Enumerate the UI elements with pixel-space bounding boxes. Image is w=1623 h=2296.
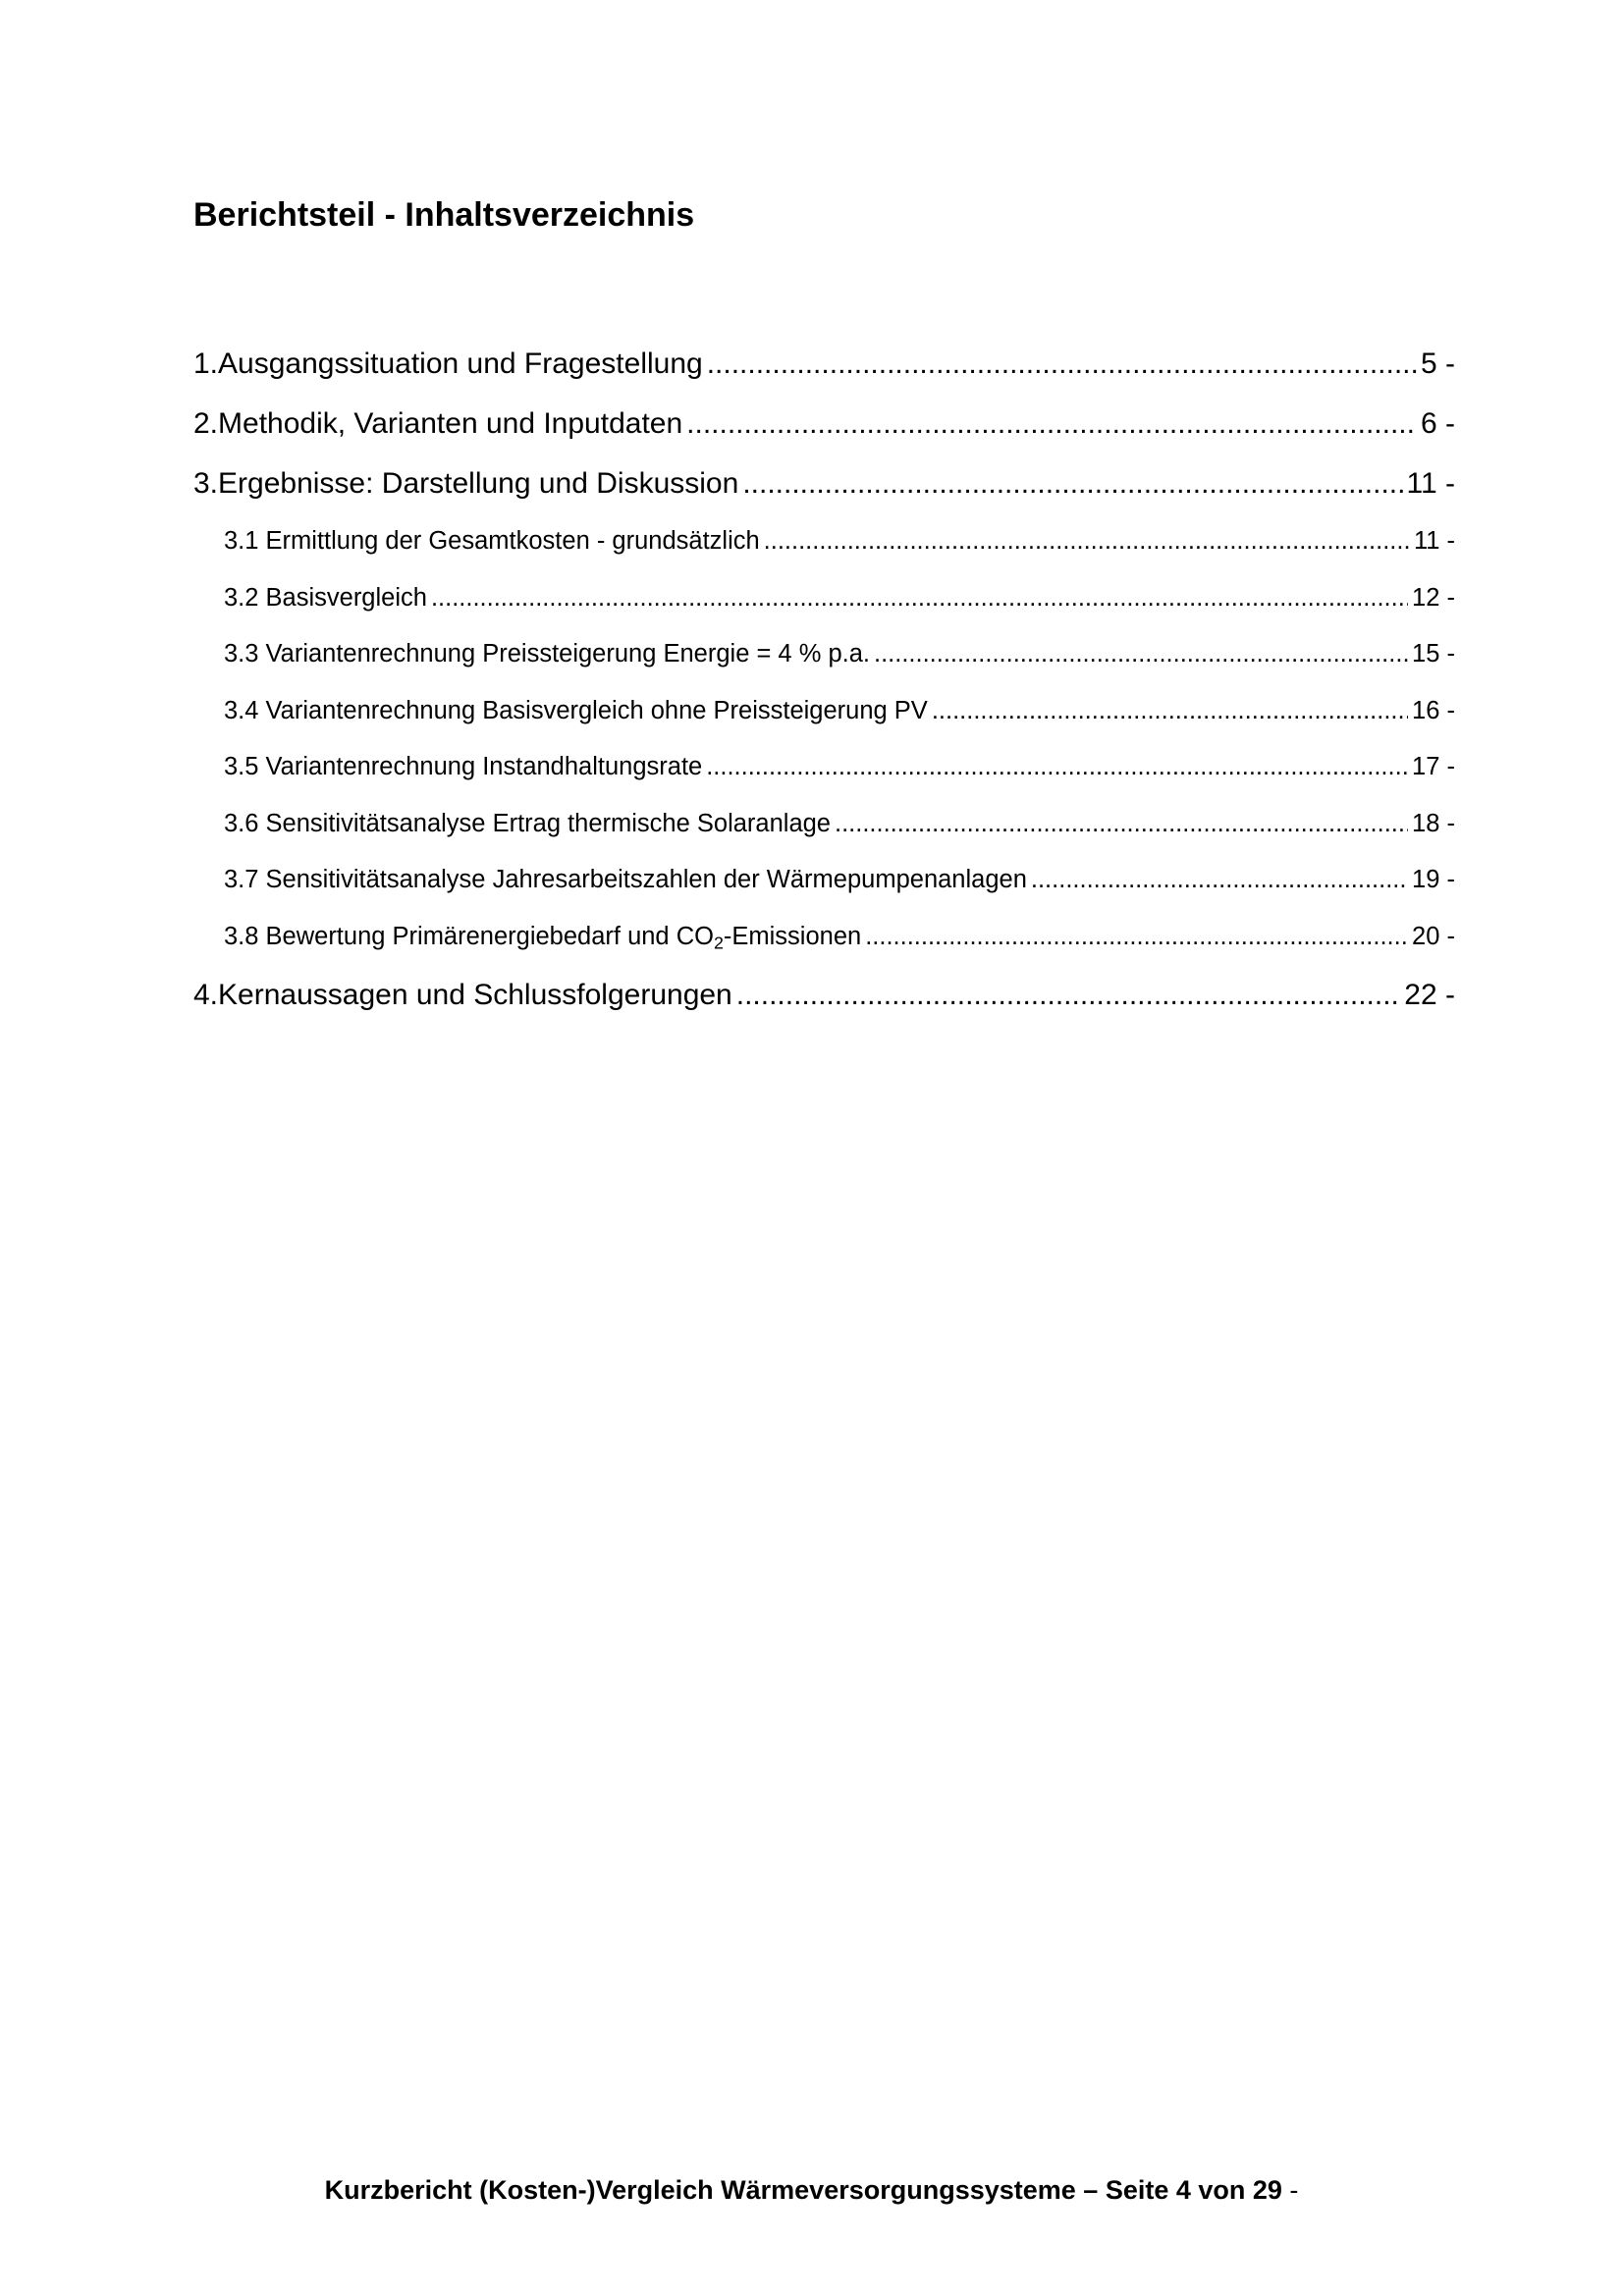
toc-entry-page: 11 -	[1413, 527, 1455, 555]
dot-leader	[764, 513, 1410, 570]
toc-entry-3-2[interactable]	[193, 570, 1455, 627]
toc-entry-number: 2.	[193, 407, 219, 440]
toc-entry-title: Methodik, Varianten und Inputdaten	[218, 407, 683, 440]
page-footer	[0, 2175, 1623, 2206]
toc-entry-3[interactable]	[193, 454, 1455, 513]
toc-entry-title: 3.4 Variantenrechnung Basisvergleich ohne Preissteigerung PV	[224, 696, 928, 724]
toc-entry-page: 18 -	[1412, 809, 1455, 837]
toc-entry-number: 3.	[193, 467, 219, 500]
toc-entry-4[interactable]	[193, 965, 1455, 1025]
subscript-two: 2	[713, 932, 724, 952]
toc-entry-3-6[interactable]	[193, 796, 1455, 853]
footer-text: Kurzbericht (Kosten-)Vergleich Wärmeversorgungssysteme – Seite 4 von 29	[324, 2175, 1282, 2205]
toc-entry-title: 3.6 Sensitivitätsanalyse Ertrag thermische Solaranlage	[224, 809, 831, 837]
toc-entry-1[interactable]	[193, 334, 1455, 394]
toc-entry-3-7[interactable]	[193, 852, 1455, 909]
toc-entry-page: 15 -	[1412, 640, 1455, 667]
toc-entry-3-1[interactable]	[193, 513, 1455, 570]
toc-entry-page: 12 -	[1412, 583, 1455, 612]
toc-entry-title-part: -Emissionen	[723, 922, 862, 950]
toc-entry-page: 20 -	[1412, 922, 1455, 950]
toc-entry-page: 16 -	[1412, 696, 1455, 724]
dot-leader	[932, 683, 1408, 740]
toc-entry-page: 22 -	[1404, 979, 1455, 1011]
toc-entry-3-4[interactable]	[193, 683, 1455, 740]
toc-entry-title: 3.3 Variantenrechnung Preissteigerung Energie = 4 % p.a.	[224, 640, 870, 667]
dot-leader	[431, 570, 1408, 627]
toc-heading: Berichtsteil - Inhaltsverzeichnis	[193, 196, 695, 234]
toc-entry-title-part: 3.8 Bewertung Primärenergiebedarf und CO	[224, 922, 714, 950]
toc-entry-page: 5 -	[1420, 347, 1455, 380]
dot-leader	[1031, 852, 1408, 909]
dot-leader	[706, 739, 1408, 796]
toc-entry-title	[224, 909, 861, 966]
dot-leader	[874, 626, 1408, 683]
toc-entry-2[interactable]	[193, 394, 1455, 454]
toc-entry-number: 1.	[193, 347, 219, 380]
toc-entry-3-5[interactable]	[193, 739, 1455, 796]
dot-leader	[742, 454, 1402, 513]
toc-entry-page: 19 -	[1412, 866, 1455, 893]
toc-entry-page: 11 -	[1406, 467, 1455, 500]
dot-leader	[865, 909, 1408, 966]
dot-leader	[686, 394, 1417, 454]
toc-entry-title: 3.5 Variantenrechnung Instandhaltungsrate	[224, 753, 703, 780]
toc-entry-title: 3.1 Ermittlung der Gesamtkosten - grundsätzlich	[224, 527, 760, 555]
toc-entry-title: 3.2 Basisvergleich	[224, 583, 427, 612]
dot-leader	[707, 334, 1417, 394]
toc-entry-3-8[interactable]	[193, 909, 1455, 966]
toc-entry-page: 6 -	[1420, 407, 1455, 440]
toc-entry-3-3[interactable]	[193, 626, 1455, 683]
toc-entry-page: 17 -	[1412, 753, 1455, 780]
toc-entry-number: 4.	[193, 979, 219, 1011]
toc-entry-title: 3.7 Sensitivitätsanalyse Jahresarbeitszahlen der Wärmepumpenanlagen	[224, 866, 1027, 893]
dot-leader	[835, 796, 1408, 853]
footer-suffix: -	[1289, 2175, 1299, 2205]
dot-leader	[736, 965, 1401, 1025]
toc-entry-title: Kernaussagen und Schlussfolgerungen	[218, 979, 732, 1011]
toc-entry-title: Ergebnisse: Darstellung und Diskussion	[218, 467, 739, 500]
table-of-contents	[193, 334, 1455, 1025]
toc-entry-title: Ausgangssituation und Fragestellung	[218, 347, 703, 380]
